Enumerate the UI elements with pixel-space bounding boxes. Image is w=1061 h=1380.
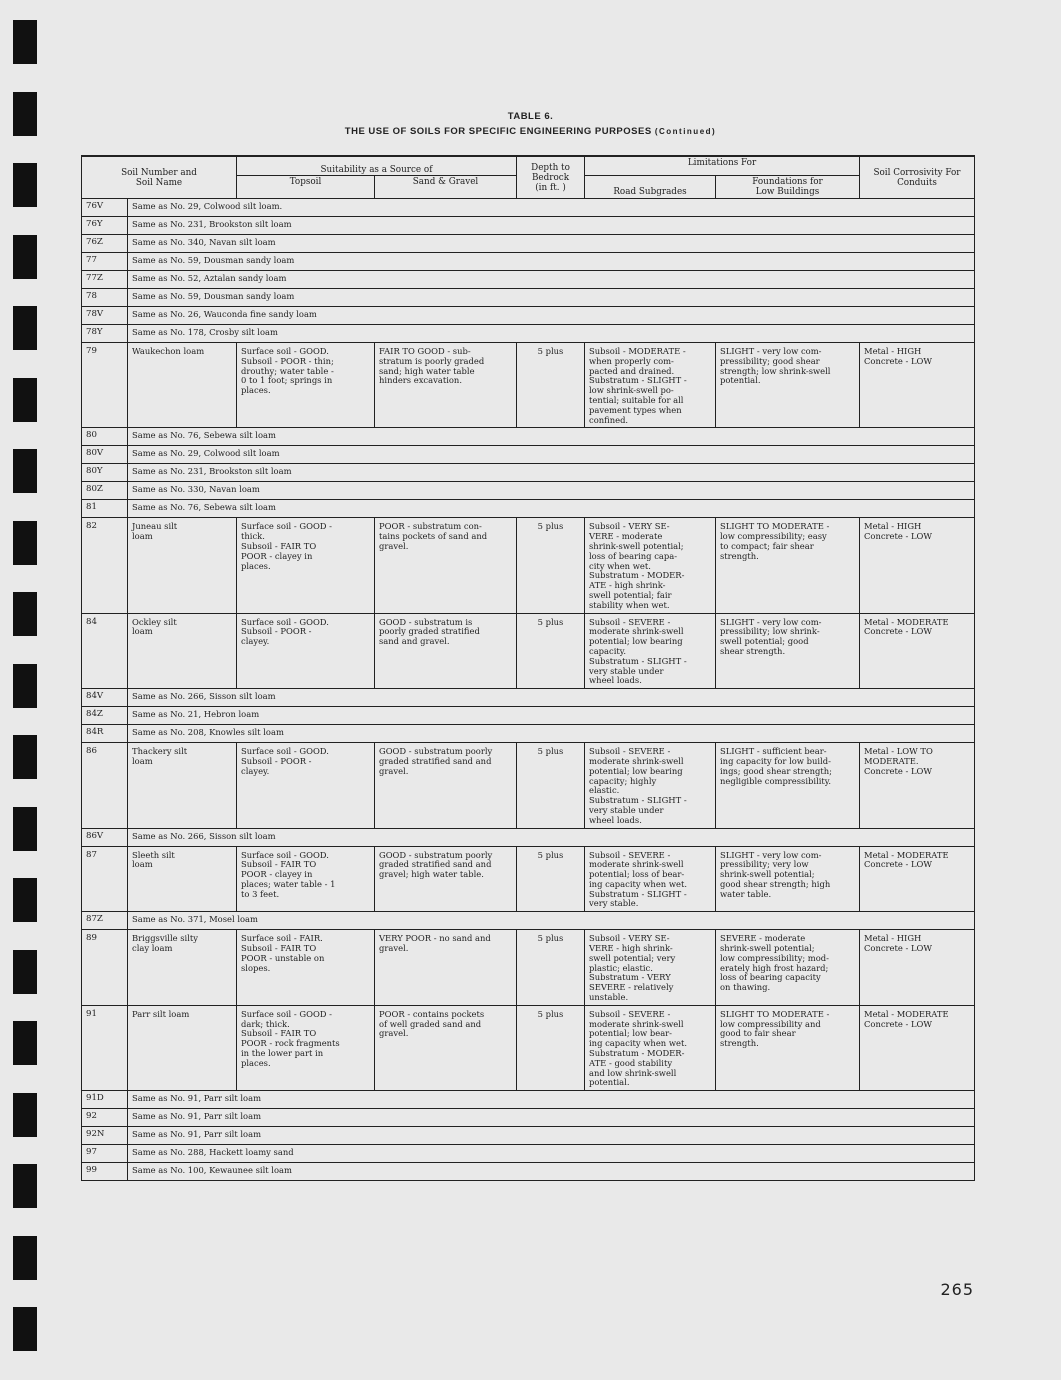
table-row [82,846,975,912]
table-row [82,271,975,289]
soil-number: 89 [82,930,128,1006]
foundation-limitation: SLIGHT - sufficient bear- ing capacity for low build- ings; good shear strength; negligible compressibility. [716,743,860,828]
road-subgrade-limitation: Subsoil - SEVERE - moderate shrink-swell potential; loss of bear- ing capacity when wet. Substratum - SLIGHT - very stable. [585,846,716,912]
topsoil-suitability: Surface soil - GOOD. Subsoil - POOR - clayey. [237,613,375,689]
binder-hole [13,950,37,994]
binder-hole [13,1164,37,1208]
soil-corrosivity: Metal - LOW TO MODERATE. Concrete - LOW [860,743,975,828]
table-row [82,289,975,307]
header-foundations: Foundations for Low Buildings [716,176,860,199]
table-row [82,689,975,707]
binder-hole [13,20,37,64]
same-as-reference: Same as No. 29, Colwood silt loam [128,446,975,464]
topsoil-suitability: Surface soil - GOOD. Subsoil - POOR - thin; drouthy; water table - 0 to 1 foot; springs in places. [237,343,375,428]
binder-hole [13,1236,37,1280]
soil-number: 80V [82,446,128,464]
table-row [82,235,975,253]
soil-number: 76Y [82,217,128,235]
soil-number: 78Y [82,325,128,343]
same-as-reference: Same as No. 26, Wauconda fine sandy loam [128,307,975,325]
depth-to-bedrock: 5 plus [517,518,585,613]
same-as-reference: Same as No. 76, Sebewa silt loam [128,500,975,518]
table-row [82,707,975,725]
same-as-reference: Same as No. 288, Hackett loamy sand [128,1145,975,1163]
soil-corrosivity: Metal - HIGH Concrete - LOW [860,518,975,613]
depth-to-bedrock: 5 plus [517,343,585,428]
depth-to-bedrock: 5 plus [517,743,585,828]
header-depth: Depth to Bedrock (in ft. ) [517,156,585,199]
table-row [82,325,975,343]
sand-gravel-suitability: FAIR TO GOOD - sub- stratum is poorly graded sand; high water table hinders excavation. [375,343,517,428]
table-row [82,1109,975,1127]
soil-number: 86 [82,743,128,828]
same-as-reference: Same as No. 91, Parr silt loam [128,1109,975,1127]
depth-to-bedrock: 5 plus [517,613,585,689]
binder-hole [13,521,37,565]
table-row [82,613,975,689]
same-as-reference: Same as No. 29, Colwood silt loam. [128,199,975,217]
table-row [82,1163,975,1181]
road-subgrade-limitation: Subsoil - VERY SE- VERE - high shrink- swell potential; very plastic; elastic. Substratum - VERY SEVERE - relatively unstable. [585,930,716,1006]
soil-number: 80Y [82,464,128,482]
table-row [82,930,975,1006]
header-corrosivity: Soil Corrosivity For Conduits [860,156,975,199]
depth-to-bedrock: 5 plus [517,1005,585,1090]
table-row [82,500,975,518]
soil-number: 77 [82,253,128,271]
soil-number: 81 [82,500,128,518]
table-row [82,217,975,235]
foundation-limitation: SEVERE - moderate shrink-swell potential; low compressibility; mod- erately high frost hazard; loss of bearing capacity on thawing. [716,930,860,1006]
binder-hole [13,664,37,708]
table-title [0,126,1061,137]
soil-number: 87Z [82,912,128,930]
binder-hole [13,1307,37,1351]
foundation-limitation: SLIGHT - very low com- pressibility; very low shrink-swell potential; good shear strength; high water table. [716,846,860,912]
header-suitability: Suitability as a Source of [237,156,517,176]
same-as-reference: Same as No. 231, Brookston silt loam [128,464,975,482]
binder-hole [13,878,37,922]
binder-hole [13,592,37,636]
soil-number: 84R [82,725,128,743]
road-subgrade-limitation: Subsoil - SEVERE - moderate shrink-swell potential; low bear- ing capacity when wet. Substratum - MODER- ATE - good stability and low shrink-swell potential. [585,1005,716,1090]
binder-hole [13,1021,37,1065]
header-sand-gravel: Sand & Gravel [375,176,517,199]
table-row [82,1127,975,1145]
soil-number: 91 [82,1005,128,1090]
table-row [82,482,975,500]
soil-number: 84 [82,613,128,689]
sand-gravel-suitability: POOR - substratum con- tains pockets of sand and gravel. [375,518,517,613]
soil-number: 78 [82,289,128,307]
same-as-reference: Same as No. 178, Crosby silt loam [128,325,975,343]
soil-number: 92N [82,1127,128,1145]
table-body [82,199,975,1181]
soil-number: 86V [82,828,128,846]
table-row [82,1145,975,1163]
table-label: TABLE 6. [507,111,554,122]
table-row [82,1091,975,1109]
foundation-limitation: SLIGHT - very low com- pressibility; low shrink- swell potential; good shear strength. [716,613,860,689]
foundation-limitation: SLIGHT - very low com- pressibility; good shear strength; low shrink-swell potential. [716,343,860,428]
table-row [82,199,975,217]
same-as-reference: Same as No. 100, Kewaunee silt loam [128,1163,975,1181]
header-soil-number: Soil Number and Soil Name [82,156,237,199]
sand-gravel-suitability: GOOD - substratum poorly graded stratified sand and gravel. [375,743,517,828]
road-subgrade-limitation: Subsoil - VERY SE- VERE - moderate shrink-swell potential; loss of bearing capa- city when wet. Substratum - MODER- ATE - high shrink- swell potential; fair stability when wet. [585,518,716,613]
soil-number: 80 [82,428,128,446]
soil-number: 76V [82,199,128,217]
depth-to-bedrock: 5 plus [517,846,585,912]
table-title-suffix: (Continued) [654,127,717,136]
soil-corrosivity: Metal - MODERATE Concrete - LOW [860,1005,975,1090]
table-row [82,725,975,743]
soil-number: 76Z [82,235,128,253]
road-subgrade-limitation: Subsoil - SEVERE - moderate shrink-swell potential; low bearing capacity; highly elastic. Substratum - SLIGHT - very stable under wheel loads. [585,743,716,828]
soil-number: 92 [82,1109,128,1127]
sand-gravel-suitability: POOR - contains pockets of well graded sand and gravel. [375,1005,517,1090]
same-as-reference: Same as No. 21, Hebron loam [128,707,975,725]
foundation-limitation: SLIGHT TO MODERATE - low compressibility; easy to compact; fair shear strength. [716,518,860,613]
table-row [82,743,975,828]
table-row [82,446,975,464]
binder-hole [13,306,37,350]
topsoil-suitability: Surface soil - GOOD. Subsoil - POOR - clayey. [237,743,375,828]
soil-number: 79 [82,343,128,428]
same-as-reference: Same as No. 52, Aztalan sandy loam [128,271,975,289]
same-as-reference: Same as No. 330, Navan loam [128,482,975,500]
depth-to-bedrock: 5 plus [517,930,585,1006]
same-as-reference: Same as No. 76, Sebewa silt loam [128,428,975,446]
soil-number: 91D [82,1091,128,1109]
soil-corrosivity: Metal - MODERATE Concrete - LOW [860,613,975,689]
table-row [82,464,975,482]
same-as-reference: Same as No. 266, Sisson silt loam [128,828,975,846]
soil-number: 87 [82,846,128,912]
same-as-reference: Same as No. 59, Dousman sandy loam [128,289,975,307]
same-as-reference: Same as No. 91, Parr silt loam [128,1127,975,1145]
same-as-reference: Same as No. 371, Mosel loam [128,912,975,930]
topsoil-suitability: Surface soil - GOOD - dark; thick. Subsoil - FAIR TO POOR - rock fragments in the lower part in places. [237,1005,375,1090]
sand-gravel-suitability: GOOD - substratum poorly graded stratified sand and gravel; high water table. [375,846,517,912]
table-row [82,912,975,930]
soil-name: Juneau silt loam [128,518,237,613]
soil-number: 80Z [82,482,128,500]
soil-name: Waukechon loam [128,343,237,428]
soil-number: 82 [82,518,128,613]
binder-hole [13,1093,37,1137]
soil-corrosivity: Metal - MODERATE Concrete - LOW [860,846,975,912]
binder-hole [13,235,37,279]
same-as-reference: Same as No. 59, Dousman sandy loam [128,253,975,271]
same-as-reference: Same as No. 266, Sisson silt loam [128,689,975,707]
soil-name: Sleeth silt loam [128,846,237,912]
soil-corrosivity: Metal - HIGH Concrete - LOW [860,343,975,428]
soil-number: 78V [82,307,128,325]
header-road: Road Subgrades [585,176,716,199]
header-topsoil: Topsoil [237,176,375,199]
table-row [82,1005,975,1090]
soil-number: 84Z [82,707,128,725]
binder-hole [13,449,37,493]
foundation-limitation: SLIGHT TO MODERATE - low compressibility and good to fair shear strength. [716,1005,860,1090]
soil-name: Ockley silt loam [128,613,237,689]
sand-gravel-suitability: GOOD - substratum is poorly graded stratified sand and gravel. [375,613,517,689]
table-row [82,828,975,846]
header-limitations: Limitations For [585,156,860,176]
same-as-reference: Same as No. 208, Knowles silt loam [128,725,975,743]
soil-number: 77Z [82,271,128,289]
soil-name: Parr silt loam [128,1005,237,1090]
table-title-main: THE USE OF SOILS FOR SPECIFIC ENGINEERING PURPOSES [344,126,652,137]
sand-gravel-suitability: VERY POOR - no sand and gravel. [375,930,517,1006]
soil-name: Briggsville silty clay loam [128,930,237,1006]
soil-number: 97 [82,1145,128,1163]
table-row [82,253,975,271]
topsoil-suitability: Surface soil - GOOD - thick. Subsoil - FAIR TO POOR - clayey in places. [237,518,375,613]
topsoil-suitability: Surface soil - FAIR. Subsoil - FAIR TO POOR - unstable on slopes. [237,930,375,1006]
table-row [82,343,975,428]
soil-number: 84V [82,689,128,707]
topsoil-suitability: Surface soil - GOOD. Subsoil - FAIR TO POOR - clayey in places; water table - 1 to 3 feet. [237,846,375,912]
road-subgrade-limitation: Subsoil - SEVERE - moderate shrink-swell potential; low bearing capacity. Substratum - SLIGHT - very stable under wheel loads. [585,613,716,689]
binder-hole [13,378,37,422]
same-as-reference: Same as No. 340, Navan silt loam [128,235,975,253]
binder-hole [13,735,37,779]
same-as-reference: Same as No. 91, Parr silt loam [128,1091,975,1109]
table-row [82,307,975,325]
binder-hole [13,163,37,207]
soils-table [81,155,975,1181]
binder-hole [13,807,37,851]
same-as-reference: Same as No. 231, Brookston silt loam [128,217,975,235]
soil-name: Thackery silt loam [128,743,237,828]
table-row [82,428,975,446]
table-row [82,518,975,613]
road-subgrade-limitation: Subsoil - MODERATE - when properly com- pacted and drained. Substratum - SLIGHT - low shrink-swell po- tential; suitable for all pavement types when confined. [585,343,716,428]
soil-number: 99 [82,1163,128,1181]
soil-corrosivity: Metal - HIGH Concrete - LOW [860,930,975,1006]
page-number: 265 [940,1280,974,1299]
